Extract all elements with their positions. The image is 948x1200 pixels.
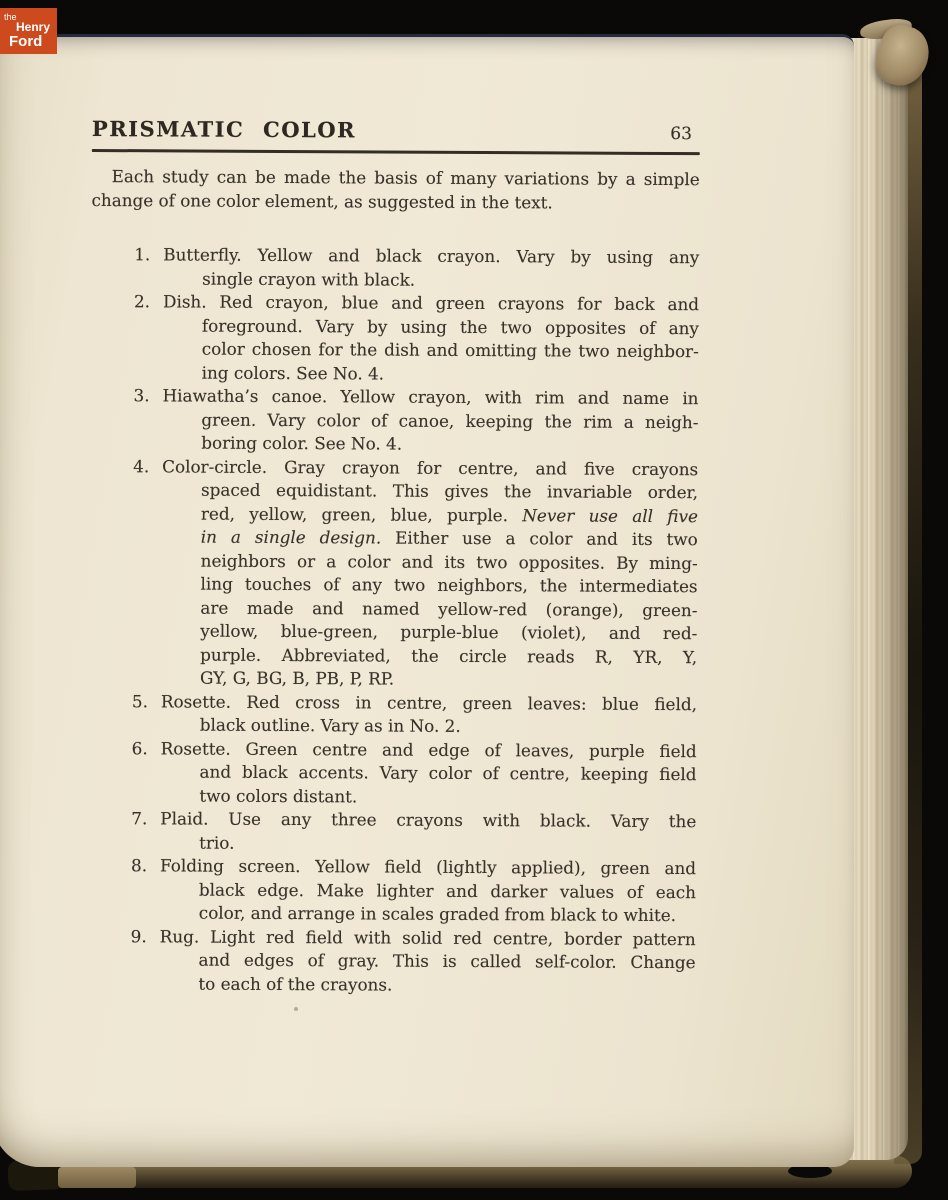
item-line	[131, 925, 696, 951]
item-line	[134, 243, 699, 269]
item-text-italic: Never use all five	[522, 504, 698, 526]
item-text: Rosette. Red cross in centre, green leaves: blue field,	[160, 690, 697, 714]
item-line: neighbors or a color and its two opposites. By ming-	[200, 550, 698, 573]
item-text: red, yellow, green, blue, purple.	[200, 503, 523, 525]
item-number: 4.	[133, 455, 150, 476]
item-number: 2.	[133, 291, 151, 312]
item-text: Rosette. Green centre and edge of leaves, purple field	[160, 737, 697, 761]
item-number: 6.	[131, 737, 148, 758]
item-line	[133, 384, 698, 410]
intro-line: Each study can be made the basis of many variations by a simple	[111, 166, 700, 190]
item-number: 1.	[134, 244, 151, 265]
item-number: 3.	[133, 385, 150, 406]
item-line: purple. Abbreviated, the circle reads R, YR, Y,	[200, 644, 698, 667]
item-line: black edge. Make lighter and darker values of each	[198, 879, 697, 902]
item-line: foreground. Vary by using the two opposites of any	[201, 315, 699, 338]
item-text: Rug. Light red field with solid red centre, border pattern	[159, 925, 696, 949]
logo-henry: Henry	[16, 20, 51, 34]
item-line: to each of the crayons.	[198, 973, 393, 995]
item-line: color, and arrange in scales graded from black to white.	[198, 902, 677, 926]
list-item-2	[134, 290, 699, 387]
item-number: 7.	[131, 808, 148, 829]
intro-line: change of one color element, as suggested in the text.	[91, 189, 553, 212]
item-line: black outline. Vary as in No. 2.	[199, 714, 461, 736]
item-line: spaced equidistant. This gives the invariable order,	[200, 479, 699, 503]
item-line	[134, 290, 699, 316]
exercise-list	[130, 243, 699, 998]
list-item-1	[134, 243, 699, 293]
item-line	[133, 502, 698, 528]
item-line: trio.	[199, 832, 235, 853]
header-rule	[92, 149, 700, 155]
item-text: Color-circle. Gray crayon for centre, and five crayons	[162, 455, 699, 479]
item-line: yellow, blue-green, purple-blue (violet), and red-	[200, 620, 698, 644]
page-title: PRISMATIC COLOR	[91, 116, 357, 143]
henry-ford-logo	[0, 8, 57, 54]
item-line: two colors distant.	[199, 785, 358, 806]
page-speck	[294, 1007, 298, 1011]
item-text: Either use a color and its two	[381, 527, 698, 550]
list-item-5	[132, 690, 697, 740]
list-item-4	[132, 455, 698, 693]
item-number: 9.	[130, 925, 147, 946]
item-line	[132, 690, 697, 716]
item-line: color chosen for the dish and omitting the two neighbor-	[201, 338, 699, 362]
item-line: are made and named yellow-red (orange), green-	[200, 597, 698, 620]
intro-paragraph	[92, 165, 700, 215]
item-line: single crayon with black.	[202, 268, 416, 290]
item-line: green. Vary color of canoe, keeping the rim a neigh-	[201, 409, 699, 432]
logo-the: the	[4, 12, 17, 22]
list-item-6	[131, 737, 696, 810]
logo-ford: Ford	[9, 33, 43, 50]
item-text: Dish. Red crayon, blue and green crayons for back and	[162, 291, 700, 315]
item-text: Folding screen. Yellow field (lightly applied), green and	[160, 855, 697, 879]
list-item-7	[131, 807, 696, 857]
item-line	[132, 737, 697, 763]
item-text: Butterfly. Yellow and black crayon. Vary by using any	[163, 244, 700, 268]
item-number: 5.	[131, 690, 149, 711]
item-line: boring color. See No. 4.	[201, 432, 403, 454]
running-header	[92, 117, 700, 144]
item-line	[131, 807, 696, 833]
book-cover-bottom-tan-patch	[58, 1167, 136, 1188]
item-line	[133, 455, 698, 481]
item-line: ing colors. See No. 4.	[201, 362, 385, 384]
item-text: Plaid. Use any three crayons with black. Vary the	[160, 808, 697, 832]
item-number: 8.	[131, 855, 148, 876]
item-line: and black accents. Vary color of centre, keeping field	[199, 761, 697, 785]
list-item-3	[133, 384, 698, 457]
item-text-italic: in a single design.	[200, 526, 382, 548]
item-line: and edges of gray. This is called self-color. Change	[198, 949, 696, 973]
item-line	[131, 854, 696, 880]
page-number: 63	[670, 124, 692, 145]
printed-page-content	[87, 117, 700, 998]
item-line: GY, G, BG, B, PB, P, RP.	[200, 667, 395, 689]
item-line: ling touches of any two neighbors, the intermediates	[200, 573, 698, 597]
list-item-9	[130, 925, 695, 998]
item-line	[133, 525, 698, 551]
item-text: Hiawatha’s canoe. Yellow crayon, with rim and name in	[162, 385, 699, 409]
list-item-8	[131, 854, 696, 927]
